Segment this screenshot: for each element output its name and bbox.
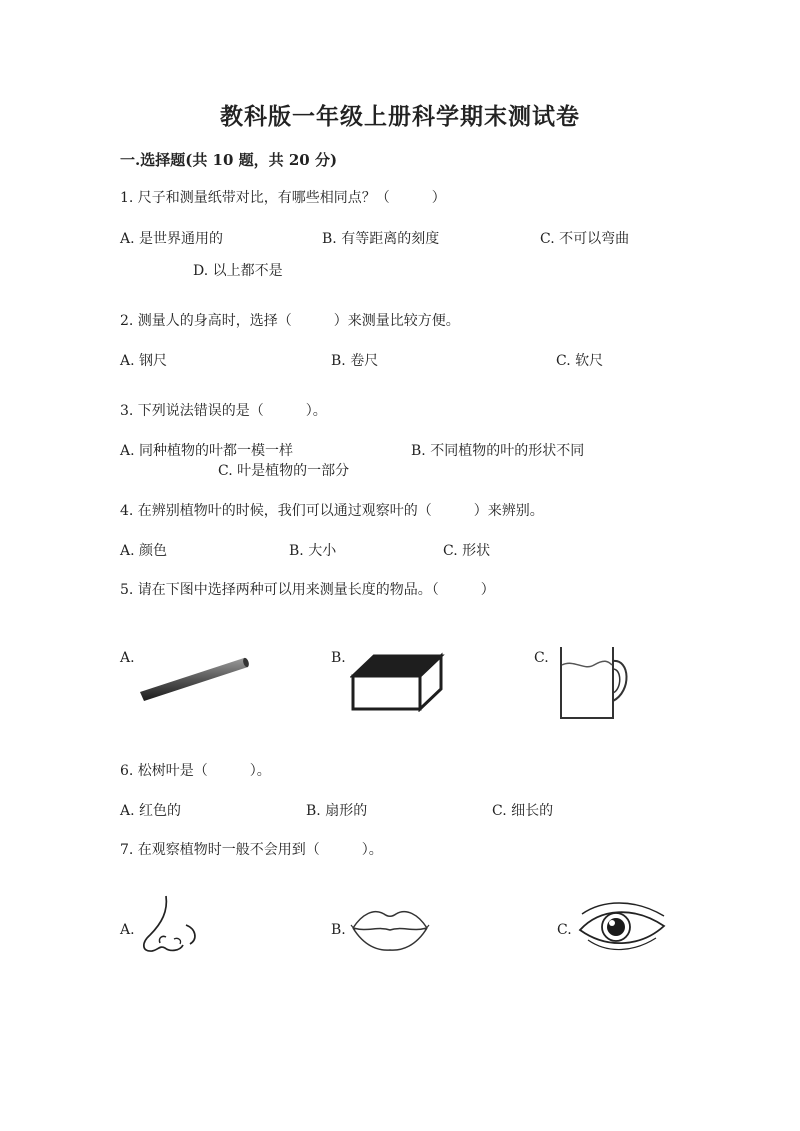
question-4-stem: 4. 在辨别植物叶的时候，我们可以通过观察叶的（ ）来辨别。 — [120, 503, 544, 519]
stick-image — [136, 652, 252, 708]
q7-option-a[interactable]: A. — [120, 922, 135, 938]
q5-option-b[interactable]: B. — [331, 650, 346, 666]
q3-option-b[interactable]: B. 不同植物的叶的形状不同 — [411, 443, 585, 459]
q5-option-a[interactable]: A. — [120, 650, 135, 666]
nose-image — [138, 893, 204, 959]
q3-option-a[interactable]: A. 同种植物的叶都一模一样 — [120, 443, 294, 459]
question-6-stem: 6. 松树叶是（ ）。 — [120, 763, 271, 779]
question-5-stem: 5. 请在下图中选择两种可以用来测量长度的物品。（ ） — [120, 582, 495, 598]
eye-image — [572, 896, 670, 958]
q6-option-b[interactable]: B. 扇形的 — [306, 803, 368, 819]
q1-option-a[interactable]: A. 是世界通用的 — [120, 231, 224, 247]
q6-option-a[interactable]: A. 红色的 — [120, 803, 182, 819]
q4-option-c[interactable]: C. 形状 — [443, 543, 491, 559]
q6-option-c[interactable]: C. 细长的 — [492, 803, 554, 819]
question-7-stem: 7. 在观察植物时一般不会用到（ ）。 — [120, 842, 383, 858]
q7-option-c[interactable]: C. — [557, 922, 572, 938]
question-2-stem: 2. 测量人的身高时，选择（ ）来测量比较方便。 — [120, 313, 460, 329]
section-heading: 一.选择题(共 10 题，共 20 分) — [120, 151, 338, 169]
q3-option-c[interactable]: C. 叶是植物的一部分 — [218, 463, 350, 479]
q7-option-b[interactable]: B. — [331, 922, 346, 938]
cup-image — [556, 643, 634, 723]
q5-option-c[interactable]: C. — [534, 650, 549, 666]
mouth-image — [348, 904, 432, 954]
q2-option-a[interactable]: A. 钢尺 — [120, 353, 168, 369]
page-title: 教科版一年级上册科学期末测试卷 — [220, 103, 580, 130]
question-1-stem: 1. 尺子和测量纸带对比，有哪些相同点？（ ） — [120, 190, 446, 206]
q1-option-c[interactable]: C. 不可以弯曲 — [540, 231, 630, 247]
question-3-stem: 3. 下列说法错误的是（ ）。 — [120, 403, 327, 419]
q4-option-b[interactable]: B. 大小 — [289, 543, 337, 559]
q2-option-c[interactable]: C. 软尺 — [556, 353, 604, 369]
q4-option-a[interactable]: A. 颜色 — [120, 543, 168, 559]
q1-option-b[interactable]: B. 有等距离的刻度 — [322, 231, 440, 247]
block-image — [350, 652, 446, 712]
q2-option-b[interactable]: B. 卷尺 — [331, 353, 379, 369]
q1-option-d[interactable]: D. 以上都不是 — [193, 263, 283, 279]
